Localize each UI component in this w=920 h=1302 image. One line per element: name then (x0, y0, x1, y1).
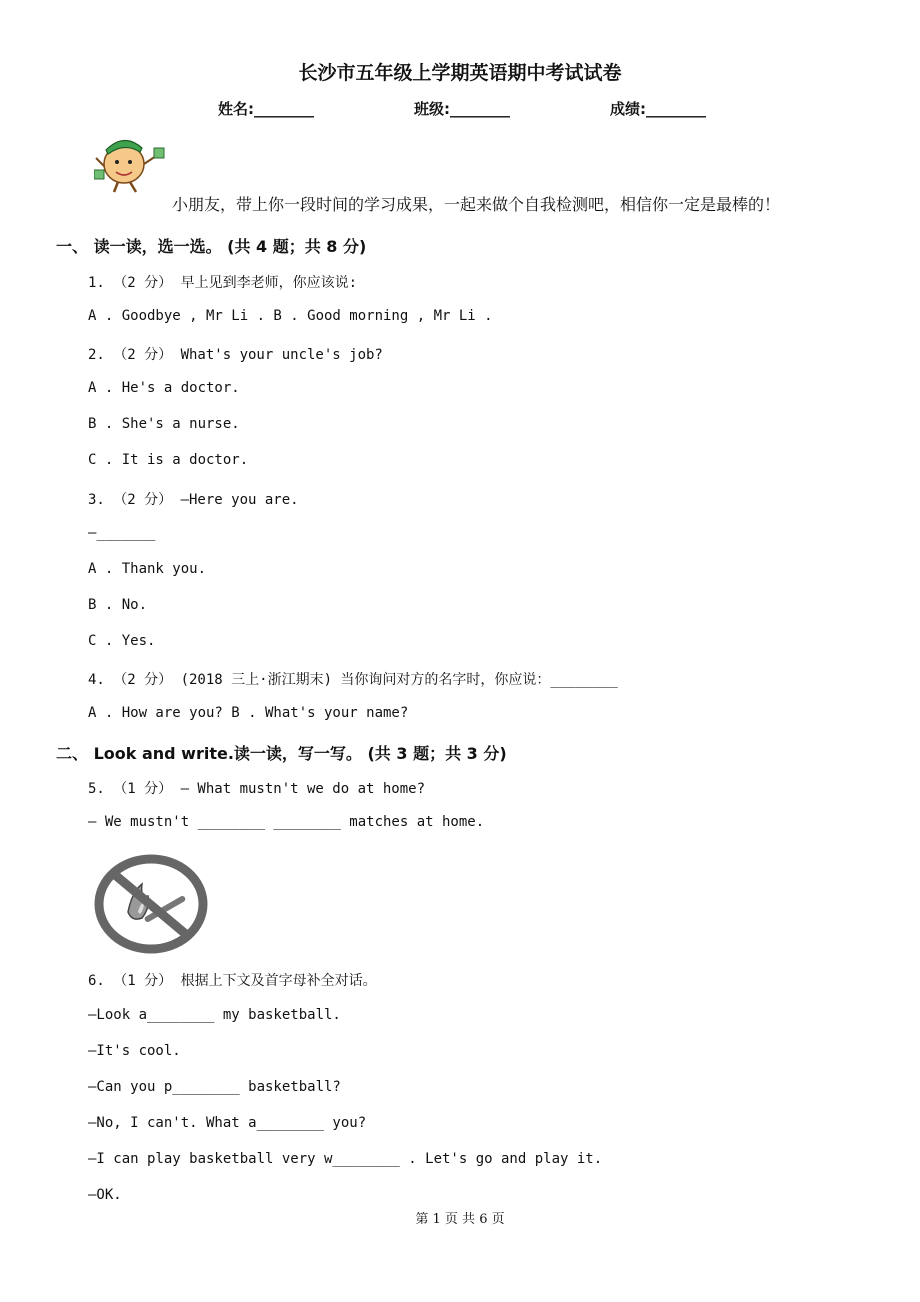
intro-text: 小朋友，带上你一段时间的学习成果，一起来做个自我检测吧，相信你一定是最棒的！ (172, 195, 781, 214)
question-3-option-c: C . Yes. (88, 633, 156, 649)
section-heading-1: 一、 读一读，选一选。 (共 4 题；共 8 分) (56, 237, 367, 256)
question-6-line-6: —OK. (88, 1187, 122, 1203)
class-field-label: 班级:________ (414, 100, 510, 118)
question-5-stem: 5. （1 分） — What mustn't we do at home? (88, 781, 426, 797)
question-6-stem: 6. （1 分） 根据上下文及首字母补全对话。 (88, 973, 377, 989)
question-2-stem: 2. （2 分） What's your uncle's job? (88, 347, 383, 363)
question-2-option-b: B . She's a nurse. (88, 416, 240, 432)
page-title: 长沙市五年级上学期英语期中考试试卷 (298, 62, 622, 84)
question-4-options: A . How are you? B . What's your name? (88, 705, 409, 721)
question-6-line-1: —Look a________ my basketball. (88, 1007, 341, 1023)
question-6-line-5: —I can play basketball very w________ . Let's go and play it. (88, 1151, 603, 1167)
cartoon-mascot-icon (94, 130, 168, 194)
question-4-stem: 4. （2 分） (2018 三上·浙江期末) 当你询问对方的名字时，你应说：________ (88, 672, 618, 688)
question-6-line-3: —Can you p________ basketball? (88, 1079, 341, 1095)
question-2-option-c: C . It is a doctor. (88, 452, 249, 468)
section-heading-2: 二、 Look and write.读一读，写一写。 (共 3 题；共 3 分) (56, 744, 507, 763)
no-matches-sign-icon (92, 852, 210, 956)
page-footer: 第 1 页 共 6 页 (415, 1212, 505, 1227)
question-1-options: A . Goodbye , Mr Li . B . Good morning , Mr Li . (88, 308, 493, 324)
question-3-option-a: A . Thank you. (88, 561, 207, 577)
question-3-stem: 3. （2 分） —Here you are. (88, 492, 299, 508)
name-field-label: 姓名:________ (218, 100, 314, 118)
question-2-option-a: A . He's a doctor. (88, 380, 240, 396)
question-6-line-4: —No, I can't. What a________ you? (88, 1115, 367, 1131)
question-3-option-b: B . No. (88, 597, 148, 613)
question-6-line-2: —It's cool. (88, 1043, 181, 1059)
score-field-label: 成绩:________ (610, 100, 706, 118)
question-3-blank: —_______ (88, 525, 156, 541)
question-1-stem: 1. （2 分） 早上见到李老师，你应该说: (88, 275, 358, 291)
question-5-line: — We mustn't ________ ________ matches at home. (88, 814, 485, 830)
